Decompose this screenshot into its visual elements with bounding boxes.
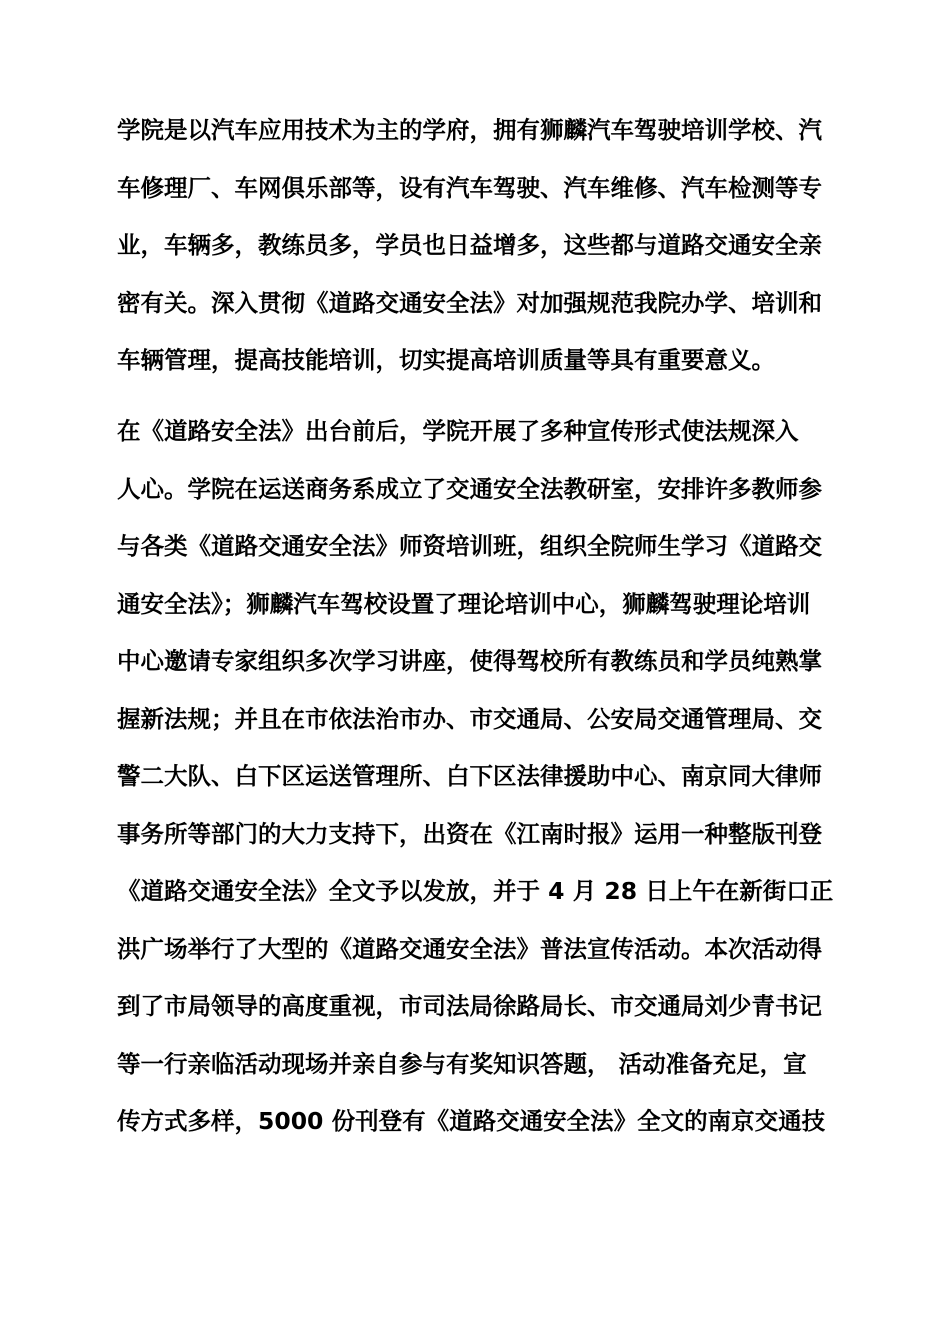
text-line: 《道路交通安全法》全文予以发放，并于 4 月 28 日上午在新街口正 (117, 877, 834, 905)
text-line: 传方式多样，5000 份刊登有《道路交通安全法》全文的南京交通技 (117, 1107, 826, 1135)
text-line: 密有关。深入贯彻《道路交通安全法》对加强规范我院办学、培训和 (117, 288, 822, 317)
text-line: 人心。学院在运送商务系成立了交通安全法教研室，安排许多教师参 (117, 474, 822, 503)
text-line: 等一行亲临活动现场并亲自参与有奖知识答题， 活动准备充足，宣 (117, 1049, 807, 1078)
text-line: 事务所等部门的大力支持下，出资在《江南时报》运用一种整版刊登 (117, 819, 822, 848)
text-line: 通安全法》；狮麟汽车驾校设置了理论培训中心，狮麟驾驶理论培训 (117, 589, 811, 618)
text-line: 警二大队、白下区运送管理所、白下区法律援助中心、南京同大律师 (117, 762, 822, 790)
text-line: 学院是以汽车应用技术为主的学府，拥有狮麟汽车驾驶培训学校、汽 (117, 116, 822, 144)
text-line: 在《道路安全法》出台前后，学院开展了多种宣传形式使法规深入 (117, 417, 799, 445)
text-line: 车修理厂、车网俱乐部等，设有汽车驾驶、汽车维修、汽车检测等专 (117, 173, 822, 202)
text-line: 中心邀请专家组织多次学习讲座，使得驾校所有教练员和学员纯熟掌 (117, 647, 822, 675)
paragraph-1 (117, 102, 839, 390)
text-line: 到了市局领导的高度重视，市司法局徐路局长、市交通局刘少青书记 (117, 992, 822, 1020)
text-line: 车辆管理，提高技能培训，切实提高培训质量等具有重要意义。 (117, 346, 775, 374)
text-line: 握新法规；并且在市依法治市办、市交通局、公安局交通管理局、交 (117, 704, 822, 733)
text-line: 洪广场举行了大型的《道路交通安全法》普法宣传活动。本次活动得 (117, 934, 822, 963)
paragraph-2 (117, 403, 839, 1151)
text-line: 与各类《道路交通安全法》师资培训班，组织全院师生学习《道路交 (117, 532, 822, 560)
text-line: 业，车辆多，教练员多，学员也日益增多，这些都与道路交通安全亲 (117, 231, 822, 259)
